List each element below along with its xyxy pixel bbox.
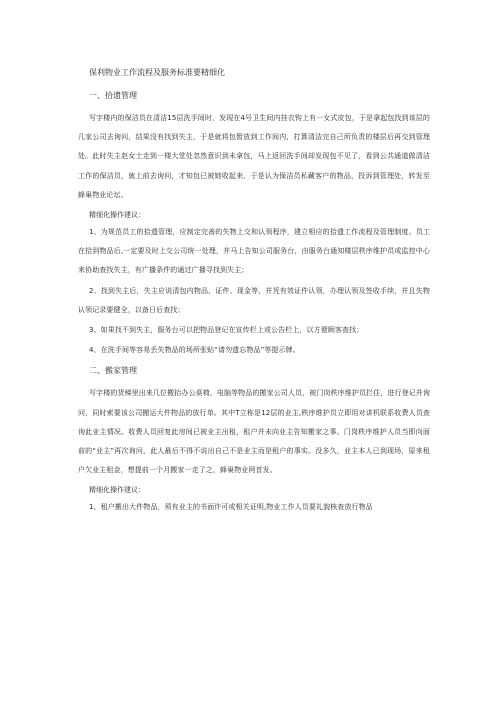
section-heading-moving: 二、搬家管理 (89, 366, 137, 376)
suggestion-heading-lost-found: 精细化操作建议： (89, 211, 145, 220)
suggestion-item: 2、找到失主后，失主应说清包内物品、证件、现金等，并凭有效证件认领，办理认领及签收手续，并且失物认领记录要健全，以备日后查找； (78, 286, 430, 314)
suggestion-item: 1、为规范员工的拾遗管理，应制定完善的失物上交和认领程序，建立相应的拾遗工作流程及管理制度。员工在拾到物品后,一定要及时上交公司统一处理，并马上告知公司服务台，由服务台通知楼层秩序维护员或监控中心来协助查找失主，有广播条件的通过广播寻找到失主； (78, 228, 430, 275)
suggestion-heading-moving: 精细化操作建议： (89, 486, 145, 495)
document-title: 保利物业工作流程及服务标准要精细化 (89, 68, 225, 77)
section-heading-lost-found: 一、拾遗管理 (89, 91, 137, 100)
document-page (78, 67, 430, 523)
case-paragraph-lost-found: 写字楼内的保洁员在清洁15层洗手间时，发现在4号卫生间内挂衣钩上有一女式皮包，于是拿起包找到该层的几家公司去询问，结果没有找到失主，于是就将包暂放到工作间内，打算清洁完自己所负责的楼层后再交到管理处。此时失主赵女士走到一楼大堂处忽然意识到未拿包，马上返回洗手间却发现包不见了，看到公共通道做清洁工作的保洁员，就上前去询问，才知包已被她收起来，于是认为保洁员私藏客户的物品，投诉到管理处，转发至蜂巢物业论坛。 (78, 114, 430, 199)
suggestion-item: 1、租户搬出大件物品，须有业主的书面许可或相关证明,物业工作人员要礼貌核查放行物品 (89, 503, 373, 512)
case-paragraph-moving: 写字楼的货梯里出来几位搬抬办公桌椅、电脑等物品的搬家公司人员，被门岗秩序维护员拦住，进行登记并询问，同时索要该公司搬运大件物品的放行单。其中T立称是12层的业主,秩序维护员立即用对讲机联系收费人员查询此业主情况。收费人员回复此房间已被业主出租，租户并未向业主告知搬家之事。门岗秩序维护人员当即向面前的“业主”再次询问，此人最后不得不说出自己不是业主而是租户的事实。没多久，业主本人已到现场，原来租户欠业主租金，想提前一个月搬家一走了之，蜂巢物业网首发。 (78, 389, 430, 475)
suggestion-item: 4、在洗手间等容易丢失物品的场所张贴“请勿遗忘物品”等提示牌。 (89, 346, 300, 355)
suggestion-item: 3、如果找不到失主，服务台可以把物品登记在宣传栏上或公告栏上，以方便顾客查找； (89, 326, 364, 335)
